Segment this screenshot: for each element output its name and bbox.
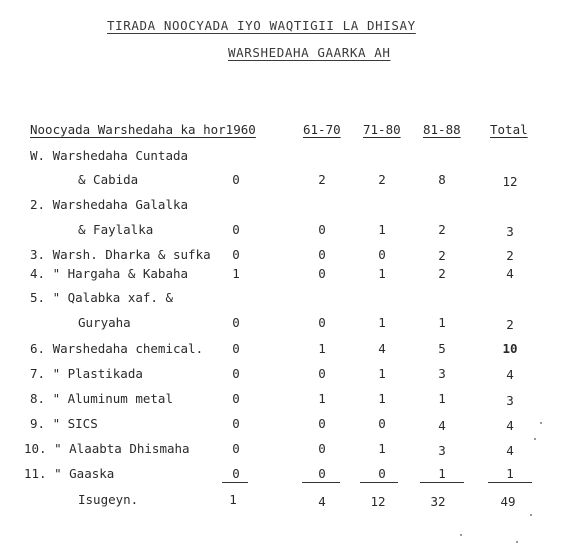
row-label: 5. " Qalabka xaf. & xyxy=(30,290,173,305)
cell-value: 3 xyxy=(506,393,514,408)
cell-value: 3 xyxy=(438,366,446,381)
row-label: 6. Warshedaha chemical. xyxy=(30,341,204,356)
header-61-70: 61-70 xyxy=(303,122,341,137)
row-label-cont: & Cabida xyxy=(78,172,139,187)
cell-value: 0 xyxy=(232,466,240,481)
row-label: 10. " Alaabta Dhismaha xyxy=(24,441,190,456)
sum-rule xyxy=(488,482,532,483)
cell-value: 1 xyxy=(378,315,386,330)
cell-value: 0 xyxy=(318,247,326,262)
sum-rule xyxy=(302,482,340,483)
scan-speck xyxy=(540,422,542,424)
cell-value: 4 xyxy=(506,367,514,382)
total-value: 4 xyxy=(318,494,326,509)
scan-speck xyxy=(460,534,462,536)
cell-value: 0 xyxy=(318,315,326,330)
scan-speck xyxy=(534,438,536,440)
scan-speck xyxy=(530,514,532,516)
row-label: 4. " Hargaha & Kabaha xyxy=(30,266,189,281)
cell-value: 2 xyxy=(318,172,326,187)
cell-value: 2 xyxy=(438,266,446,281)
row-label: 7. " Plastikada xyxy=(30,366,143,381)
row-label-cont: & Faylalka xyxy=(78,222,154,237)
sum-rule xyxy=(360,482,398,483)
cell-value: 0 xyxy=(232,222,240,237)
row-label: 8. " Aluminum metal xyxy=(30,391,173,406)
cell-value: 1 xyxy=(438,391,446,406)
cell-value: 0 xyxy=(232,315,240,330)
row-label-cont: Guryaha xyxy=(78,315,131,330)
cell-value: 1 xyxy=(438,315,446,330)
cell-value: 0 xyxy=(318,266,326,281)
cell-value: 1 xyxy=(378,441,386,456)
cell-value: 1 xyxy=(378,266,386,281)
cell-value: 1 xyxy=(378,391,386,406)
cell-value: 0 xyxy=(232,366,240,381)
row-label: 11. " Gaaska xyxy=(24,466,115,481)
cell-value: 1 xyxy=(438,466,446,481)
cell-value: 1 xyxy=(232,266,240,281)
header-71-80: 71-80 xyxy=(363,122,401,137)
cell-value: 4 xyxy=(378,341,386,356)
scan-speck xyxy=(516,541,518,543)
table-title: TIRADA NOOCYADA IYO WAQTIGII LA DHISAY xyxy=(107,18,416,33)
table-subtitle: WARSHEDAHA GAARKA AH xyxy=(228,45,391,60)
cell-value: 0 xyxy=(232,247,240,262)
row-label: W. Warshedaha Cuntada xyxy=(30,148,189,163)
cell-value: 0 xyxy=(232,441,240,456)
cell-value: 4 xyxy=(506,418,514,433)
cell-value: 0 xyxy=(378,466,386,481)
total-value: 49 xyxy=(500,494,516,509)
sum-rule xyxy=(420,482,464,483)
cell-value: 0 xyxy=(318,466,326,481)
total-value: 32 xyxy=(430,494,446,509)
cell-value: 3 xyxy=(506,224,514,239)
cell-value: 1 xyxy=(378,222,386,237)
cell-value: 0 xyxy=(318,441,326,456)
cell-value: 0 xyxy=(318,222,326,237)
cell-value: 1 xyxy=(506,466,514,481)
cell-value: 2 xyxy=(506,248,514,263)
cell-value: 4 xyxy=(438,418,446,433)
row-label: 9. " SICS xyxy=(30,416,98,431)
header-81-88: 81-88 xyxy=(423,122,461,137)
cell-value: 10 xyxy=(502,341,518,356)
cell-value: 4 xyxy=(506,266,514,281)
sum-rule xyxy=(222,482,248,483)
cell-value: 0 xyxy=(232,416,240,431)
cell-value: 8 xyxy=(438,172,446,187)
row-label: 2. Warshedaha Galalka xyxy=(30,197,189,212)
cell-value: 12 xyxy=(502,174,518,189)
total-value: 12 xyxy=(370,494,386,509)
header-total: Total xyxy=(490,122,528,137)
cell-value: 0 xyxy=(232,391,240,406)
cell-value: 2 xyxy=(378,172,386,187)
cell-value: 1 xyxy=(318,341,326,356)
cell-value: 0 xyxy=(232,172,240,187)
total-row-label: Isugeyn. xyxy=(78,492,139,507)
cell-value: 5 xyxy=(438,341,446,356)
cell-value: 2 xyxy=(438,222,446,237)
cell-value: 1 xyxy=(378,366,386,381)
cell-value: 2 xyxy=(438,248,446,263)
cell-value: 0 xyxy=(378,416,386,431)
cell-value: 0 xyxy=(318,366,326,381)
header-category: Noocyada Warshedaha ka hor1960 xyxy=(30,122,256,137)
cell-value: 3 xyxy=(438,443,446,458)
cell-value: 4 xyxy=(506,443,514,458)
total-value: 1 xyxy=(229,492,237,507)
cell-value: 2 xyxy=(506,317,514,332)
cell-value: 0 xyxy=(232,341,240,356)
row-label: 3. Warsh. Dharka & sufka xyxy=(30,247,211,262)
cell-value: 0 xyxy=(318,416,326,431)
cell-value: 0 xyxy=(378,247,386,262)
cell-value: 1 xyxy=(318,391,326,406)
